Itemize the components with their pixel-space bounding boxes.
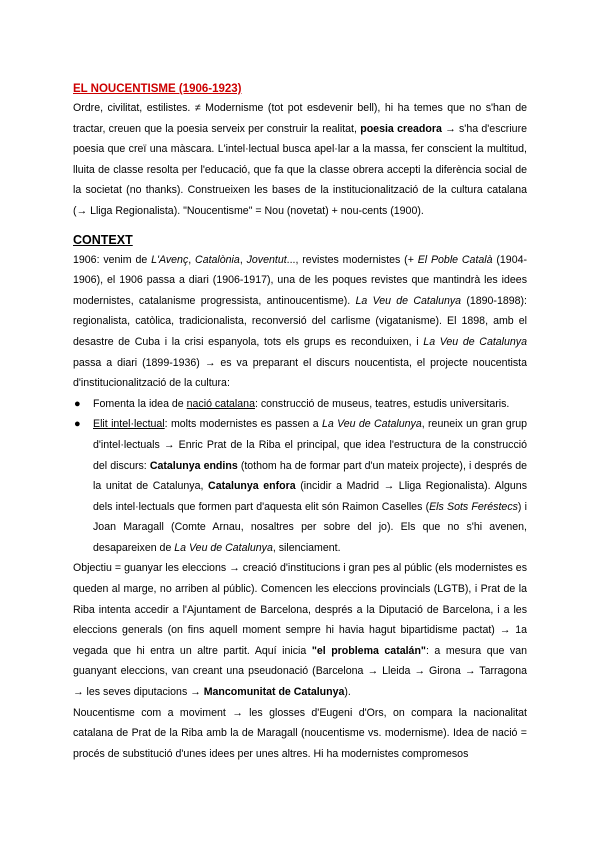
intro-text: → s'ha d'escriure poesia que creï una màscara. L'intel·lectual busca apel·lar a la massa, fer conscient la multitud, lluita de classe resolta per l'educació, que fa que la classe obrera accepti la diferència social de la societat (no thanks). Construeixen les bases de la institucionalització de la cultura catalana (→ Lliga Regionalista). "Noucentisme" = Nou (novetat) + nou-cents (1900). — [73, 122, 527, 217]
list-item-underline: Elit intel·lectual — [93, 418, 165, 431]
context-heading: CONTEXT — [73, 232, 133, 247]
section-title: EL NOUCENTISME (1906-1923) — [73, 83, 242, 95]
list-item-text: Fomenta la idea de — [93, 397, 187, 410]
context-italic: Catalònia — [195, 253, 240, 266]
intro-text: Ordre, civilitat, estilistes. ≠ Modernisme (tot pot esdevenir bell), hi ha temes que no s'han de tractar, creuen que la poesia serveix per construir la realitat, — [73, 102, 527, 135]
context-italic: Joventut — [246, 253, 287, 266]
list-item-bold: Catalunya enfora — [208, 480, 296, 493]
intro-bold: poesia creadora — [360, 122, 442, 135]
list-item-italic: La Veu de Catalunya — [321, 418, 422, 431]
context-paragraph — [73, 250, 527, 394]
context-italic: La Veu de Catalunya — [355, 294, 462, 307]
context-italic: La Veu de Catalunya — [423, 335, 527, 348]
list-item-text: , silenciament. — [272, 541, 341, 554]
list-item-italic: Els Sots Feréstecs — [429, 500, 518, 513]
final-paragraph — [73, 703, 527, 765]
context-text: , — [188, 253, 196, 266]
objectiu-bold: "el problema catalán" — [311, 644, 426, 657]
list-item-text: : molts modernistes es passen a — [164, 418, 322, 431]
objectiu-bold: Mancomunitat de Catalunya — [203, 686, 345, 699]
list-item-text: (incidir a Madrid → Lliga Regionalista). Alguns dels intel·lectuals que formen part d'aquesta elit són Raimon Caselles ( — [93, 480, 527, 513]
bullet-list — [73, 394, 527, 559]
list-item-text: , reuneix un gran grup d'intel·lectuals → Enric Prat de la Riba el principal, que idea l'estructura de la construcció del discurs: — [93, 418, 528, 472]
context-text: (1890-1898): regionalista, catòlica, tradicionalista, reconversió del carlisme (vigatanisme). El 1898, amb el desastre de Cuba i la crisi espanyola, tots els grups es reconduixen, i — [73, 294, 527, 348]
intro-paragraph — [73, 98, 527, 222]
objectiu-paragraph — [73, 558, 527, 702]
bullet-icon: ● — [74, 397, 81, 410]
final-text: Noucentisme com a moviment → les glosses d'Eugeni d'Ors, on compara la nacionalitat catalana de Prat de la Riba amb la de Maragall (noucentisme vs. modernisme). Idea de nació = procés de substitució d'unes idees per unes altres. Hi ha modernistes compromesos — [73, 706, 527, 760]
list-item-underline: nació catalana — [186, 397, 255, 410]
list-item-bold: Catalunya endins — [149, 459, 238, 472]
context-text: (1904-1906), el 1906 passa a diari (1906-1917), una de les poques revistes que mantindrà les idees modernistes, catalanisme progressista, antinoucentisme). — [73, 253, 528, 307]
objectiu-text: Objectiu = guanyar les eleccions → creació d'institucions i gran pes al públic (els modernistes es queden al marge, no arriben al públic). Comencen les eleccions provincials (LGTB), i Prat de la Riba intenta accedir a l'Ajuntament de Barcelona, després a la Diputació de Barcelona, i a les eleccions generals (on fins aquell moment sempre hi havia hagut bipartidisme pactat) → 1a vegada que hi entra un altre partit. Aquí inicia — [73, 562, 527, 657]
objectiu-text: ). — [344, 686, 351, 699]
document-body — [73, 81, 527, 764]
context-text: , — [239, 253, 247, 266]
context-italic: El Poble Català — [417, 253, 493, 266]
list-item — [73, 414, 527, 558]
objectiu-text: : a mesura que van guanyant eleccions, van creant una pseudonació (Barcelona → Lleida → Girona → Tarragona → les seves diputacions → — [73, 644, 527, 699]
list-item-text: ) i Joan Maragall (Comte Arnau, nosaltres per sobre del jo). Els que no s'hi avenen, desapareixen de — [93, 500, 528, 554]
context-italic: L'Avenç — [151, 253, 189, 266]
bullet-icon: ● — [74, 418, 81, 431]
list-item — [73, 394, 527, 415]
context-text: passa a diari (1899-1936) → es va preparant el discurs noucentista, el projecte noucentista d'institucionalització de la cultura: — [73, 356, 527, 390]
context-text: 1906: venim de — [73, 253, 152, 266]
list-item-italic: La Veu de Catalunya — [174, 541, 273, 554]
list-item-text: (tothom ha de formar part d'un mateix projecte), i després de la unitat de Catalunya, — [93, 459, 528, 493]
context-text: ..., revistes modernistes (+ — [286, 253, 418, 266]
list-item-text: : construcció de museus, teatres, estudis universitaris. — [254, 397, 510, 410]
